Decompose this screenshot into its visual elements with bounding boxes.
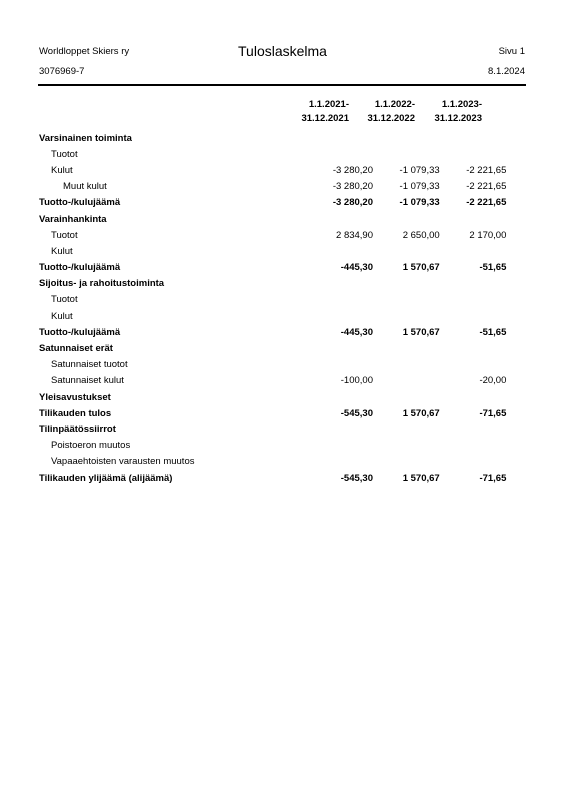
value-2023 [440,276,507,292]
value-2021: -3 280,20 [332,164,373,176]
value-2023: -2 221,65 [466,164,507,176]
value-2023: -51,65 [479,326,507,338]
value-2023 [440,421,507,437]
value-2021 [323,292,373,308]
table-row [39,324,506,340]
value-2022 [373,340,440,356]
value-2023 [440,454,507,470]
table-row [39,438,506,454]
row-label: Tuotot [51,148,78,160]
value-2022 [373,292,440,308]
value-2021 [323,146,373,162]
value-2023 [440,438,507,454]
table-row [39,243,506,259]
table-row [39,373,506,389]
row-label: Satunnaiset erät [39,343,113,355]
table-row [39,308,506,324]
report-date: 8.1.2024 [488,66,525,77]
value-2022 [373,146,440,162]
income-statement-table [39,130,506,486]
value-2022: -1 079,33 [399,181,440,193]
business-id: 3076969-7 [39,66,85,77]
value-2021 [323,308,373,324]
table-row [39,146,506,162]
value-2023 [440,389,507,405]
value-2022: 1 570,67 [402,262,440,274]
value-2023 [440,292,507,308]
value-2021: -445,30 [340,326,373,338]
value-2022: -1 079,33 [399,164,440,176]
row-label: Vapaaehtoisten varausten muutos [51,456,195,468]
column-header-line1: 1.1.2023- [441,99,482,110]
row-label: Tilikauden tulos [39,407,112,419]
value-2023: 2 170,00 [469,229,507,241]
header-rule [38,84,526,86]
row-label: Tuotto-/kulujäämä [39,326,121,338]
row-label: Tilinpäätössiirrot [39,423,116,435]
value-2022 [373,276,440,292]
value-2021: -545,30 [340,407,373,419]
value-2021 [323,276,373,292]
table-row [39,470,506,486]
value-2021: -445,30 [340,262,373,274]
row-label: Tilikauden ylijäämä (alijäämä) [39,472,173,484]
row-label: Kulut [51,310,73,322]
row-label: Kulut [51,245,73,257]
value-2023: -71,65 [479,407,507,419]
table-row [39,227,506,243]
value-2022 [373,454,440,470]
value-2023 [440,243,507,259]
table-row [39,340,506,356]
table-row [39,357,506,373]
value-2021 [323,357,373,373]
table-row [39,260,506,276]
row-label: Tuotto-/kulujäämä [39,262,121,274]
value-2023: -2 221,65 [466,181,507,193]
value-2021: -545,30 [340,472,373,484]
row-label: Tuotot [51,294,78,306]
value-2022: 2 650,00 [402,229,440,241]
row-label: Poistoeron muutos [51,440,131,452]
row-label: Varainhankinta [39,213,107,225]
column-header-line2: 31.12.2022 [367,113,415,124]
value-2021 [323,243,373,259]
value-2022: 1 570,67 [402,472,440,484]
value-2021 [323,454,373,470]
value-2021 [323,340,373,356]
table-row [39,454,506,470]
row-label: Muut kulut [63,181,107,193]
value-2022 [373,357,440,373]
row-label: Kulut [51,164,73,176]
table-row [39,421,506,437]
value-2022 [373,308,440,324]
value-2022: -1 079,33 [399,197,440,209]
value-2021: -100,00 [340,375,373,387]
value-2022 [373,211,440,227]
value-2022 [373,373,440,389]
value-2022 [373,438,440,454]
value-2023 [440,146,507,162]
value-2021: -3 280,20 [332,181,373,193]
page-title: Tuloslaskelma [238,43,327,59]
value-2022 [373,389,440,405]
value-2023 [440,130,507,146]
table-row [39,130,506,146]
value-2021 [323,421,373,437]
value-2021 [323,211,373,227]
row-label: Varsinainen toiminta [39,132,132,144]
value-2023: -2 221,65 [466,197,507,209]
value-2023 [440,308,507,324]
value-2022: 1 570,67 [402,326,440,338]
value-2023 [440,211,507,227]
table-row [39,389,506,405]
row-label: Satunnaiset kulut [51,375,124,387]
value-2022 [373,421,440,437]
table-row [39,276,506,292]
row-label: Sijoitus- ja rahoitustoiminta [39,278,165,290]
table-row [39,405,506,421]
row-label: Yleisavustukset [39,391,111,403]
column-header-line2: 31.12.2021 [301,113,349,124]
value-2021 [323,130,373,146]
value-2023 [440,340,507,356]
value-2023 [440,357,507,373]
page-number: Sivu 1 [498,46,525,57]
value-2021: -3 280,20 [332,197,373,209]
column-header-line1: 1.1.2022- [374,99,415,110]
company-name: Worldloppet Skiers ry [39,46,130,57]
value-2021: 2 834,90 [336,229,373,241]
value-2023: -51,65 [479,262,507,274]
value-2021 [323,389,373,405]
table-row [39,179,506,195]
value-2023: -20,00 [479,375,507,387]
row-label: Satunnaiset tuotot [51,359,128,371]
column-header-line1: 1.1.2021- [308,99,349,110]
value-2022: 1 570,67 [402,407,440,419]
row-label: Tuotot [51,229,78,241]
table-row [39,211,506,227]
value-2021 [323,438,373,454]
row-label: Tuotto-/kulujäämä [39,197,121,209]
value-2022 [373,130,440,146]
table-row [39,195,506,211]
column-header-line2: 31.12.2023 [434,113,482,124]
value-2023: -71,65 [479,472,507,484]
value-2022 [373,243,440,259]
column-header-2023 [392,98,482,126]
table-row [39,292,506,308]
table-row [39,162,506,178]
